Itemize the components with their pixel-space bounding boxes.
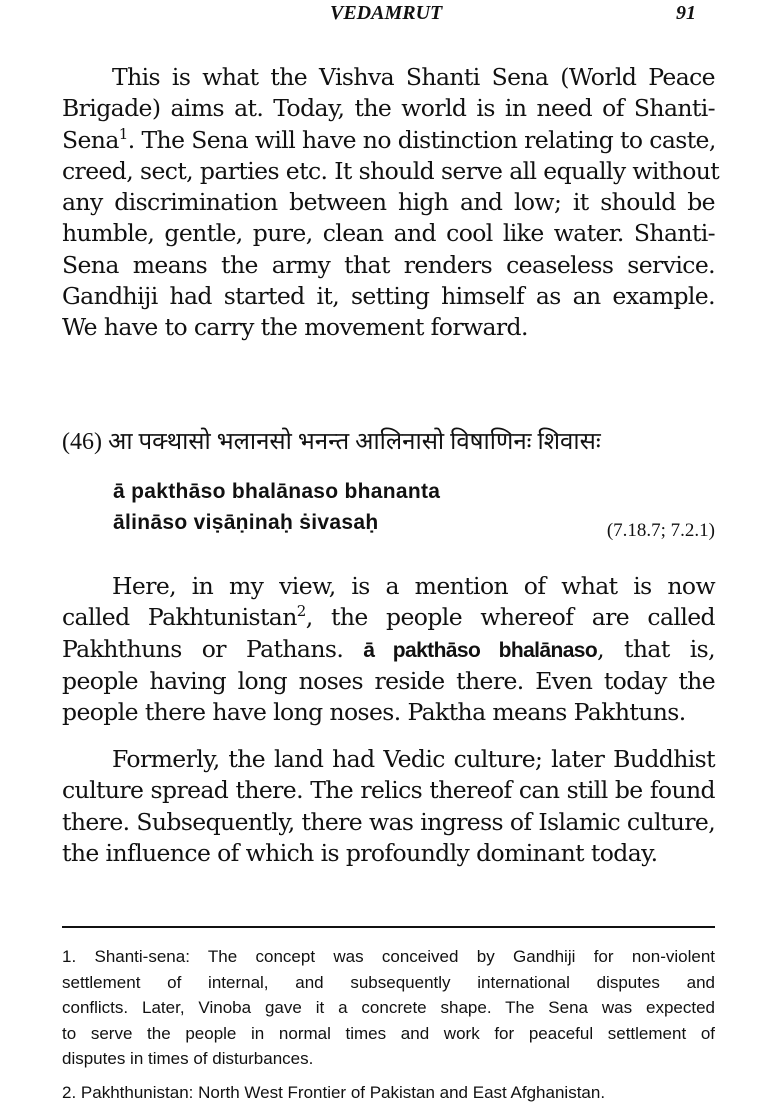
- text-segment: Pakhthuns or Pathans.: [62, 634, 364, 663]
- footnote-2: 2. Pakhthunistan: North West Frontier of Pakistan and East Afghanistan.: [62, 1083, 606, 1102]
- text-line: [62, 125, 715, 156]
- footnote-divider: [62, 926, 715, 928]
- footnote-line: conflicts. Later, Vinoba gave it a concrete shape. The Sena was expected: [62, 998, 715, 1017]
- text-line: any discrimination between high and low; it should be: [62, 188, 715, 217]
- footnote-line: disputes in times of disturbances.: [62, 1049, 314, 1068]
- footnote-line: to serve the people in normal times and work for peaceful settlement of: [62, 1023, 715, 1043]
- text-line: Sena means the army that renders ceaseless service.: [62, 250, 715, 279]
- text-segment: Sena: [62, 125, 119, 154]
- paragraph-1: [62, 62, 720, 344]
- text-segment: , the people whereof are called: [305, 603, 715, 632]
- text-line: We have to carry the movement forward.: [62, 313, 528, 342]
- text-line: [62, 634, 715, 666]
- text-line: the influence of which is profoundly dominant today.: [62, 838, 658, 867]
- page-number: 91: [676, 2, 696, 24]
- paragraph-3: [62, 744, 715, 869]
- text-line: This is what the Vishva Shanti Sena (World Peace: [112, 63, 715, 91]
- footnote-line: settlement of internal, and subsequently international disputes and: [62, 972, 715, 992]
- verse-reference: (7.18.7; 7.2.1): [606, 520, 715, 541]
- text-line: people having long noses reside there. Even today the: [62, 666, 715, 695]
- paragraph-2: [62, 571, 715, 728]
- text-line: Brigade) aims at. Today, the world is in need of Shanti-: [62, 94, 715, 123]
- verse-devanagari: आ पक्थासो भलानसो भनन्त आलिनासो विषाणिनः शिवासः: [107, 429, 601, 455]
- text-line: culture spread there. The relics thereof can still be found: [62, 776, 715, 805]
- running-title: VEDAMRUT: [330, 2, 443, 24]
- text-line: [62, 602, 715, 633]
- text-segment: . The Sena will have no distinction relating to caste,: [127, 125, 716, 154]
- text-segment: called Pakhtunistan: [62, 603, 297, 632]
- text-line: creed, sect, parties etc. It should serve all equally without: [62, 156, 720, 185]
- bold-transliteration: ā pakthāso bhalānaso: [363, 638, 598, 662]
- verse-number: (46): [62, 429, 102, 455]
- footnote-marker: 2: [296, 602, 306, 621]
- transliteration-line: ālināso viṣāṇinaḥ ṡivasaḥ: [113, 511, 379, 534]
- text-line: humble, gentle, pure, clean and cool like water. Shanti-: [62, 219, 715, 248]
- footnote-marker: 1: [118, 124, 128, 143]
- text-line: Formerly, the land had Vedic culture; later Buddhist: [112, 745, 715, 773]
- text-segment: , that is,: [597, 634, 715, 663]
- text-line: Gandhiji had started it, setting himself as an example.: [62, 282, 715, 311]
- transliteration-line: ā pakthāso bhalānaso bhananta: [113, 480, 441, 503]
- text-line: there. Subsequently, there was ingress of Islamic culture,: [62, 807, 716, 836]
- text-line: Here, in my view, is a mention of what is now: [112, 572, 715, 600]
- footnote-1: [62, 944, 715, 1072]
- footnote-line: 1. Shanti-sena: The concept was conceived by Gandhiji for non-violent: [62, 947, 715, 966]
- verse-46: [62, 424, 601, 457]
- text-line: people there have long noses. Paktha means Pakhtuns.: [62, 698, 686, 727]
